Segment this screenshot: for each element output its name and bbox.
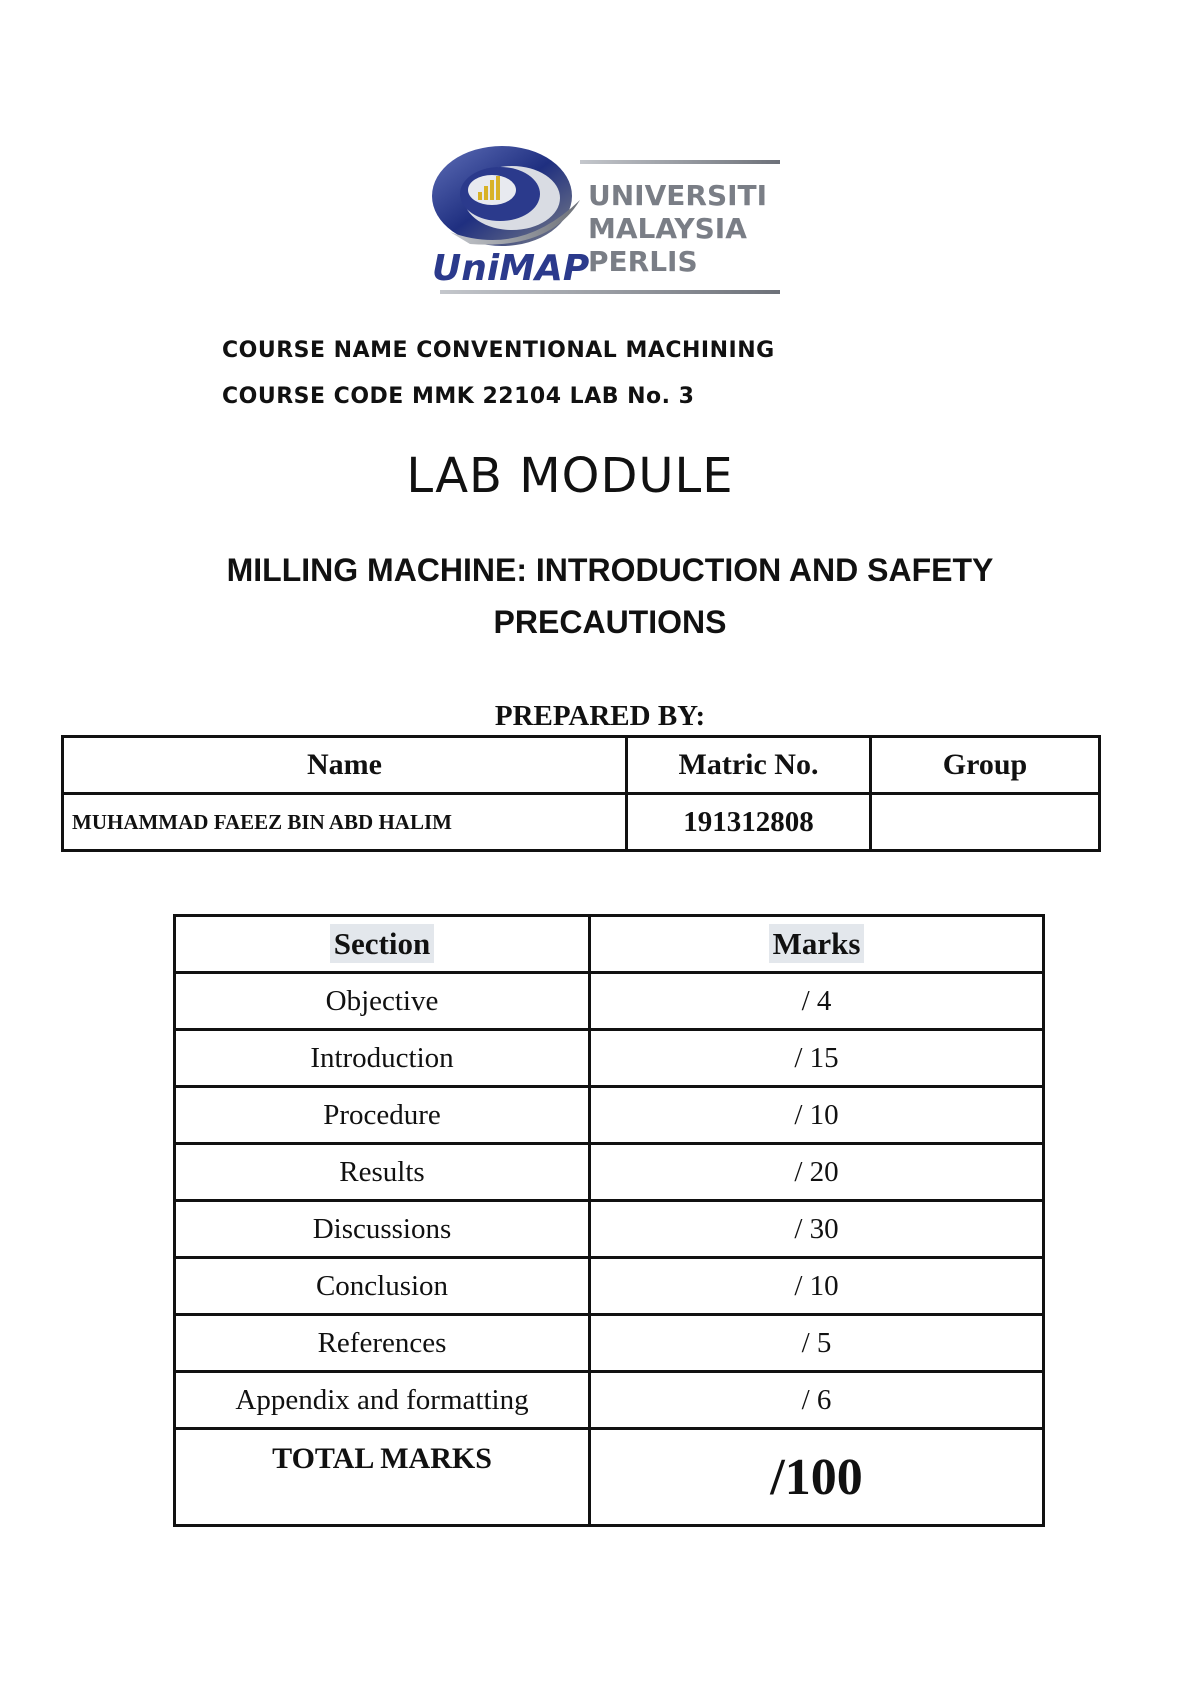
- table-row: [175, 1201, 1044, 1258]
- section-cell: Objective: [175, 973, 590, 1030]
- table-row: [175, 973, 1044, 1030]
- prepared-by-table: [61, 735, 1101, 852]
- table-row: [175, 1258, 1044, 1315]
- student-row: [63, 794, 1100, 851]
- section-cell: Results: [175, 1144, 590, 1201]
- section-cell: Conclusion: [175, 1258, 590, 1315]
- student-group: [871, 794, 1100, 851]
- header-name: Name: [63, 737, 627, 794]
- document-heading: LAB MODULE: [406, 448, 734, 504]
- logo-rule-top: [580, 160, 780, 164]
- table-row: [175, 1087, 1044, 1144]
- section-cell: Introduction: [175, 1030, 590, 1087]
- marks-cell: / 30: [590, 1201, 1044, 1258]
- marks-cell: / 4: [590, 973, 1044, 1030]
- table-row: [175, 1030, 1044, 1087]
- course-name: COURSE NAME CONVENTIONAL MACHINING: [222, 338, 775, 363]
- header-matric: Matric No.: [627, 737, 871, 794]
- header-group: Group: [871, 737, 1100, 794]
- student-name: MUHAMMAD FAEEZ BIN ABD HALIM: [63, 794, 627, 851]
- section-cell: Appendix and formatting: [175, 1372, 590, 1429]
- total-row: [175, 1429, 1044, 1526]
- marks-cell: / 10: [590, 1258, 1044, 1315]
- table-row: [175, 1372, 1044, 1429]
- marks-table: [173, 914, 1045, 1527]
- section-cell: Discussions: [175, 1201, 590, 1258]
- table-row: [175, 1144, 1044, 1201]
- prepared-by-header-row: [63, 737, 1100, 794]
- marks-cell: / 15: [590, 1030, 1044, 1087]
- marks-cell: / 20: [590, 1144, 1044, 1201]
- logo-brand: UniMAP: [432, 248, 590, 289]
- header-marks: [590, 916, 1044, 973]
- section-cell: Procedure: [175, 1087, 590, 1144]
- student-matric: 191312808: [627, 794, 871, 851]
- total-value: /100: [590, 1429, 1044, 1526]
- section-cell: References: [175, 1315, 590, 1372]
- table-row: [175, 1315, 1044, 1372]
- marks-header-row: [175, 916, 1044, 973]
- module-title: MILLING MACHINE: INTRODUCTION AND SAFETY PRECAUTIONS: [226, 552, 994, 640]
- total-label: TOTAL MARKS: [175, 1429, 590, 1526]
- marks-cell: / 6: [590, 1372, 1044, 1429]
- logo-line-2: MALAYSIA: [588, 212, 747, 245]
- marks-cell: / 5: [590, 1315, 1044, 1372]
- header-marks-label: Marks: [769, 924, 865, 963]
- course-code: COURSE CODE MMK 22104 LAB No. 3: [222, 384, 695, 409]
- logo-line-3: PERLIS: [588, 245, 698, 278]
- header-section-label: Section: [330, 924, 434, 963]
- university-logo: [430, 140, 785, 300]
- marks-cell: / 10: [590, 1087, 1044, 1144]
- header-section: [175, 916, 590, 973]
- logo-rule-bottom: [440, 290, 780, 294]
- prepared-by-label: PREPARED BY:: [494, 700, 706, 732]
- logo-line-1: UNIVERSITI: [588, 179, 768, 212]
